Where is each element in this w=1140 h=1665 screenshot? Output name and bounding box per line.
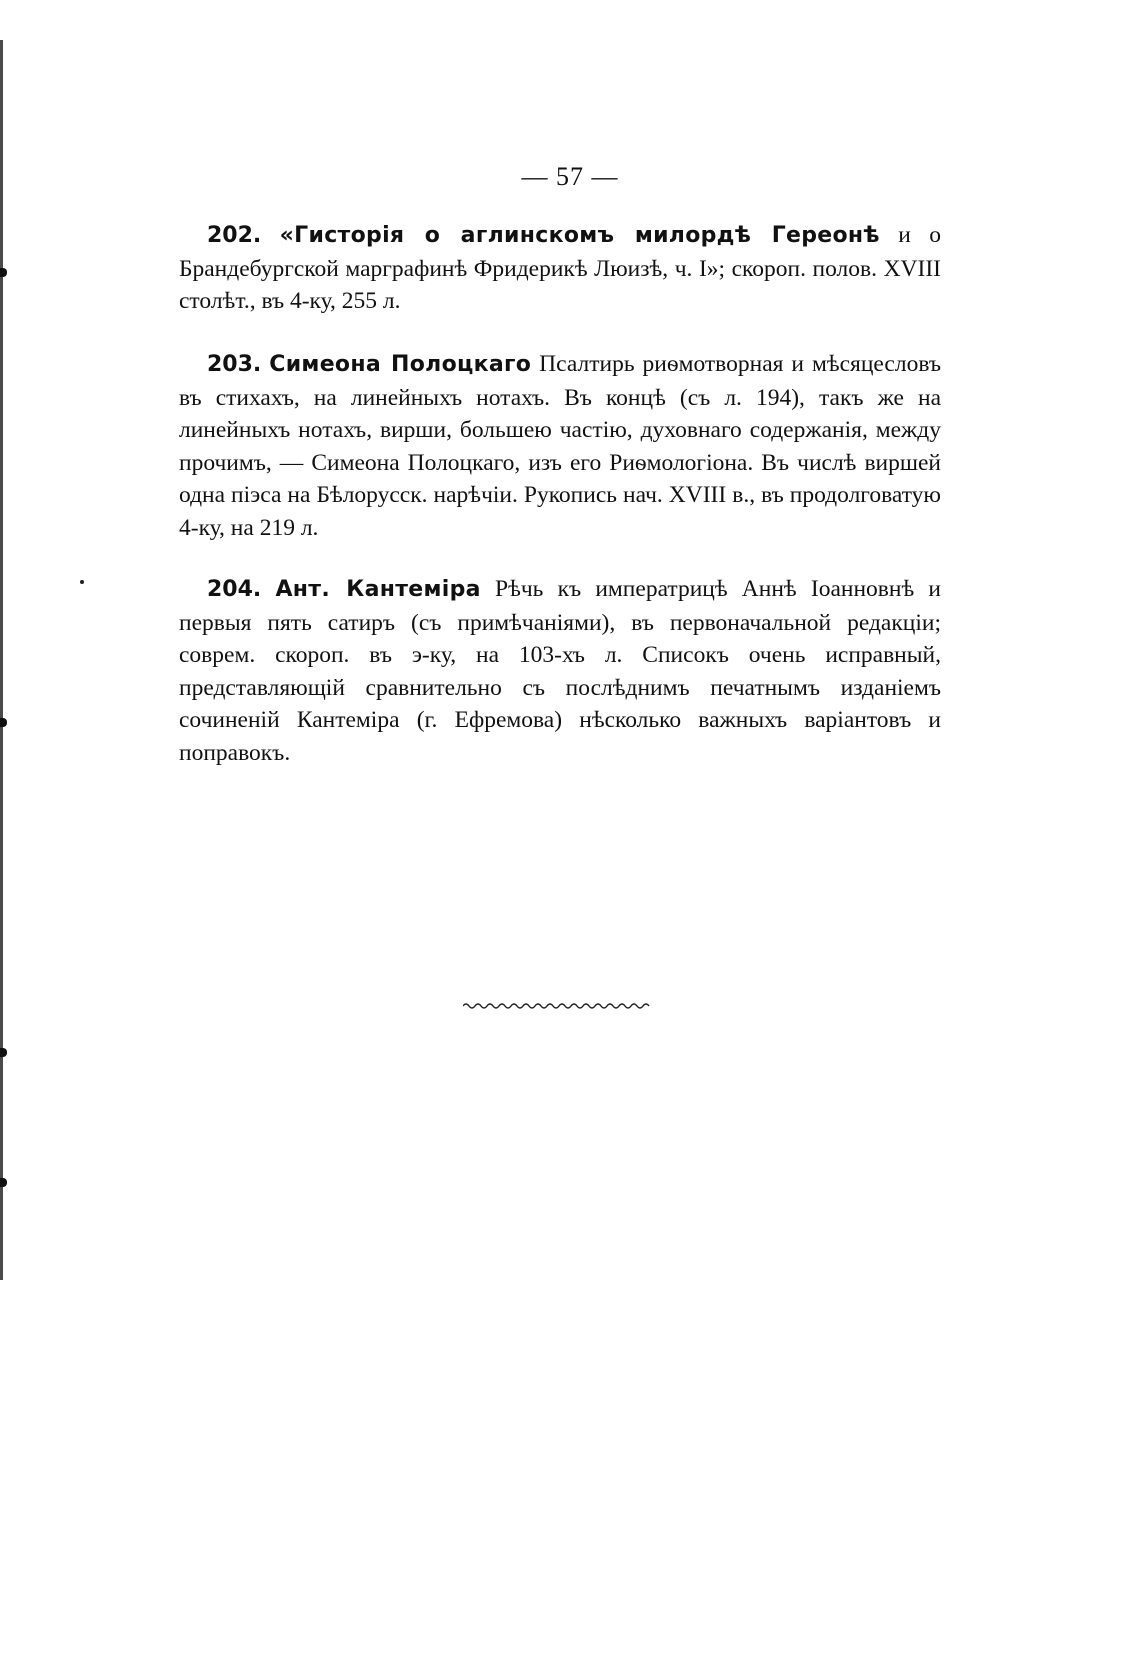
catalog-entry bbox=[179, 219, 941, 318]
scan-edge-mark bbox=[0, 1048, 7, 1057]
scan-edge-mark bbox=[0, 1178, 7, 1187]
scan-edge-mark bbox=[0, 268, 7, 277]
entry-number: 204. bbox=[207, 577, 262, 602]
catalog-entry bbox=[179, 573, 941, 769]
wavy-ornament-divider bbox=[463, 1001, 653, 1011]
entry-text: Рѣчь къ императрицѣ Аннѣ Іоанновнѣ и первыя пять сатиръ (съ примѣчаніями), въ первоначальной редакціи; соврем. скороп. въ э-ку, на 103-хъ л. Списокъ очень исправный, представляющій сравнительно съ послѣднимъ печатнымъ изданіемъ сочиненій Кантеміра (г. Ефремова) нѣсколько важныхъ варіантовъ и поправокъ. bbox=[179, 576, 942, 766]
scan-edge-mark bbox=[0, 718, 7, 727]
page-number: — 57 — bbox=[521, 162, 619, 191]
entry-text: и о Брандебургской марграфинѣ Фридерикѣ Люизѣ, ч. I»; скороп. полов. XVIII столѣт., въ 4-ку, 255 л. bbox=[179, 222, 942, 314]
scan-speck bbox=[80, 580, 84, 584]
entry-number: 202. bbox=[207, 223, 262, 248]
entry-heading: «Гисторія о аглинскомъ милордѣ Гереонѣ bbox=[279, 223, 880, 248]
scan-edge-line bbox=[0, 40, 3, 1280]
entry-heading: Ант. Кантеміра bbox=[275, 577, 481, 602]
catalog-entry bbox=[179, 348, 941, 544]
entry-heading: Симеона Полоцкаго bbox=[269, 352, 532, 377]
entry-number: 203. bbox=[207, 352, 262, 377]
entry-text: Псалтирь риѳмотворная и мѣсяцесловъ въ стихахъ, на линейныхъ нотахъ. Въ концѣ (съ л. 194), такъ же на линейныхъ нотахъ, вирши, большею частію, духовнаго содержанія, между прочимъ, — Симеона Полоцкаго, изъ его Риѳмологіона. Въ числѣ виршей одна піэса на Бѣлорусск. нарѣчіи. Рукопись нач. XVIII в., въ продолговатую 4-ку, на 219 л. bbox=[179, 351, 941, 541]
